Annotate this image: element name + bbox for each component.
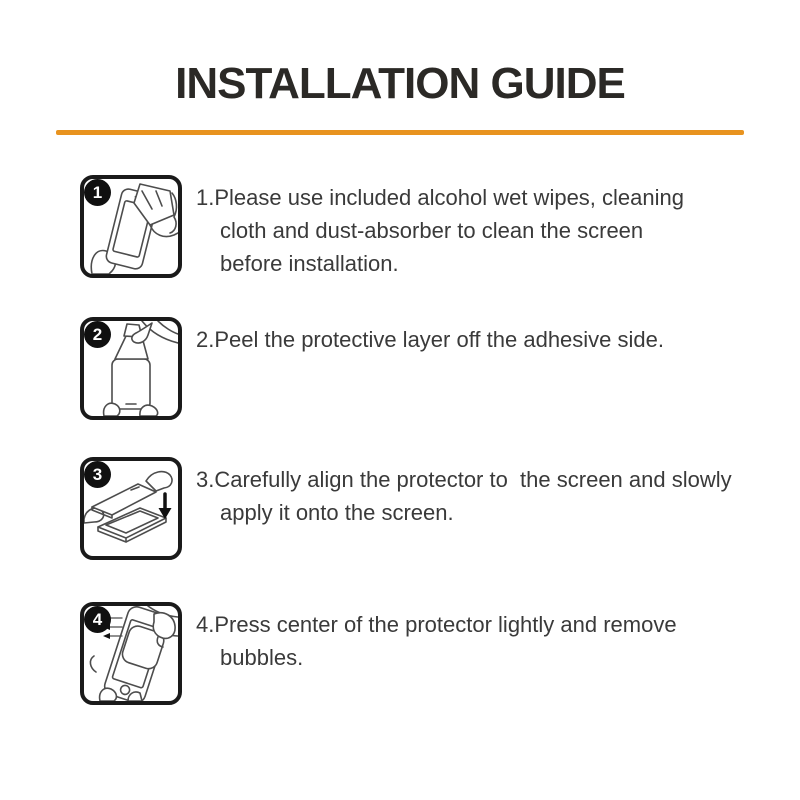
step-number-badge: 3 <box>84 461 111 488</box>
step-4-icon-box <box>80 602 182 705</box>
step-1-text: 1.Please use included alcohol wet wipes, cleaning cloth and dust-absorber to clean the screen before installation. <box>196 185 684 276</box>
step-2-icon-box <box>80 317 182 420</box>
step-1-icon-box <box>80 175 182 278</box>
page-title: INSTALLATION GUIDE <box>175 59 625 108</box>
step-2-text: 2.Peel the protective layer off the adhesive side. <box>196 327 664 352</box>
step-row-4 <box>80 602 800 705</box>
step-3-text: 3.Carefully align the protector to the screen and slowly apply it onto the screen. <box>196 467 732 525</box>
step-4-text: 4.Press center of the protector lightly and remove bubbles. <box>196 612 677 670</box>
step-number-badge: 4 <box>84 606 111 633</box>
step-number-badge: 1 <box>84 179 111 206</box>
step-3-icon-box <box>80 457 182 560</box>
step-row-3 <box>80 457 800 560</box>
accent-divider <box>56 130 744 135</box>
step-row-2 <box>80 317 800 420</box>
step-row-1 <box>80 175 800 280</box>
steps-list <box>80 175 800 705</box>
step-number-badge: 2 <box>84 321 111 348</box>
